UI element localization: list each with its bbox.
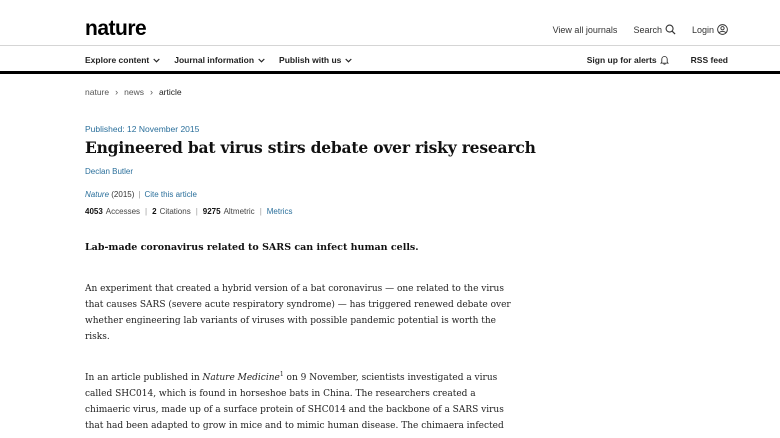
user-icon	[717, 24, 728, 35]
divider: |	[259, 207, 262, 216]
login-button[interactable]	[692, 24, 728, 35]
paragraph-line: An experiment that created a hybrid version of a bat coronavirus — one related to the virus	[85, 284, 504, 294]
breadcrumb-nature[interactable]: nature	[85, 87, 110, 97]
divider: |	[138, 190, 141, 199]
reference-marker[interactable]: 1	[279, 371, 284, 378]
bell-icon	[660, 55, 669, 65]
paragraph-line: that causes SARS (severe acute respiratory syndrome) — has triggered renewed debate over	[85, 300, 511, 310]
search-button[interactable]	[633, 24, 676, 35]
article-standfirst: Lab-made coronavirus related to SARS can infect human cells.	[85, 242, 419, 253]
journal-information-label: Journal information	[174, 55, 255, 65]
chevron-right-icon: ›	[115, 87, 119, 97]
paragraph-text: In an article published in	[85, 373, 203, 383]
accesses-count: 4053	[85, 207, 103, 216]
body-paragraph-2	[85, 370, 504, 434]
divider: |	[195, 207, 198, 216]
nature-logo[interactable]: nature	[85, 17, 147, 40]
paragraph-line: called SHC014, which is found in horseshoe bats in China. The researchers created a	[85, 389, 476, 399]
paragraph-text: on 9 November, scientists investigated a virus	[283, 373, 498, 383]
journal-name[interactable]: Nature	[85, 190, 110, 199]
breadcrumb-news[interactable]: news	[124, 87, 144, 97]
header-links	[537, 24, 728, 35]
view-all-journals-label: View all journals	[552, 24, 618, 35]
sign-up-alerts-button[interactable]	[587, 55, 669, 65]
altmetric-label: Altmetric	[223, 207, 255, 216]
search-icon	[665, 24, 676, 35]
accesses-label: Accesses	[105, 207, 141, 216]
rss-feed-label: RSS feed	[690, 55, 728, 65]
top-header	[0, 0, 780, 46]
publish-with-us-label: Publish with us	[279, 55, 342, 65]
chevron-down-icon	[258, 58, 265, 63]
paragraph-line: whether engineering lab variants of viruses with possible pandemic potential is worth the	[85, 316, 497, 326]
publication-year: (2015)	[111, 190, 135, 199]
nav-actions	[565, 55, 728, 65]
citation-line	[85, 190, 197, 199]
paragraph-line: chimaeric virus, made up of a surface protein of SHC014 and the backbone of a SARS virus	[85, 405, 504, 415]
citations-label: Citations	[159, 207, 191, 216]
breadcrumb	[85, 87, 182, 97]
login-label: Login	[691, 24, 714, 35]
metrics-link[interactable]: Metrics	[266, 207, 293, 216]
paragraph-line: risks.	[85, 332, 110, 342]
sign-up-alerts-label: Sign up for alerts	[586, 55, 657, 65]
body-paragraph-1	[85, 281, 511, 345]
paragraph-line: that had been adapted to grow in mice and to mimic human disease. The chimaera infected	[85, 421, 504, 431]
journal-information-menu[interactable]	[174, 55, 265, 65]
chevron-right-icon: ›	[149, 87, 153, 97]
explore-content-menu[interactable]	[85, 55, 160, 65]
author-link[interactable]: Declan Butler	[85, 167, 134, 176]
view-all-journals-link[interactable]	[553, 25, 618, 35]
breadcrumb-article: article	[158, 87, 182, 97]
published-date: Published: 12 November 2015	[85, 124, 200, 134]
chevron-down-icon	[153, 58, 160, 63]
article-title: Engineered bat virus stirs debate over risky research	[85, 138, 536, 157]
altmetric-count: 9275	[202, 207, 221, 216]
chevron-down-icon	[345, 58, 352, 63]
cite-article-link[interactable]: Cite this article	[144, 190, 197, 199]
citations-count: 2	[152, 207, 157, 216]
explore-content-label: Explore content	[85, 55, 150, 65]
journal-reference[interactable]: Nature Medicine	[202, 373, 280, 383]
nav-menu	[85, 55, 366, 65]
publish-with-us-menu[interactable]	[279, 55, 352, 65]
search-label: Search	[633, 24, 662, 35]
main-nav	[0, 46, 780, 74]
divider: |	[145, 207, 148, 216]
rss-feed-link[interactable]	[691, 55, 728, 65]
article-metrics	[85, 207, 293, 216]
paragraph-line	[85, 370, 498, 386]
